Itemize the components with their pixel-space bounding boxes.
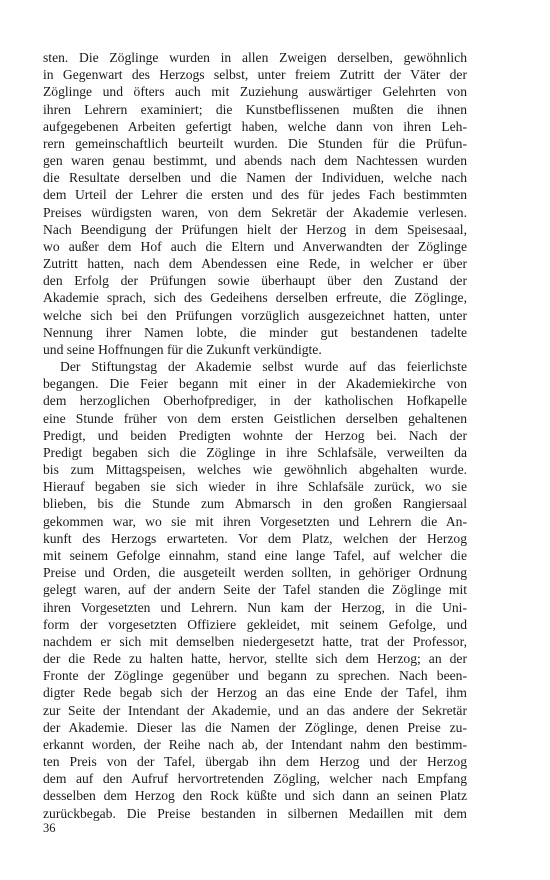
- text-line: zur Seite der Intendant der Akademie, und an das andere der Sekretär: [43, 702, 467, 718]
- text-line: Preise und Orden, die ausgeteilt werden sollten, in gehöriger Ordnung: [43, 565, 467, 581]
- text-line: dem herzoglichen Oberhofprediger, in der katholischen Hofkapelle: [43, 393, 467, 409]
- text-line: die Resultate derselben und die Namen der Individuen, welche nach: [43, 170, 467, 186]
- text-line: gekommen war, wo sie mit ihren Vorgesetzten und Lehrern die An-: [43, 513, 467, 529]
- text-line: rern gemeinschaftlich beurteilt wurden. Die Stunden für die Prüfun-: [43, 135, 467, 151]
- text-line: erkannt worden, der Reihe nach ab, der Intendant nahm den bestimm-: [43, 736, 467, 752]
- text-line: Der Stiftungstag der Akademie selbst wurde auf das feierlichste: [60, 359, 467, 375]
- text-line: und seine Hoffnungen für die Zukunft verkündigte.: [43, 341, 322, 357]
- text-line: ten Preis von der Tafel, übergab ihn dem Herzog und der Herzog: [43, 754, 467, 770]
- text-line: blieben, bis die Stunde zum Abmarsch in den großen Rangiersaal: [43, 496, 467, 512]
- text-line: der Akademie. Dieser las die Namen der Zöglinge, denen Preise zu-: [43, 719, 467, 735]
- text-line: Preises würdigsten waren, von dem Sekretär der Akademie verlesen.: [43, 204, 467, 220]
- text-line: welche sich bei den Prüfungen vorzüglich ausgezeichnet hatten, unter: [43, 307, 467, 323]
- text-line: Fronte der Zöglinge gegenüber und begann zu sprechen. Nach been-: [43, 668, 467, 684]
- text-line: Predigt, und beiden Predigten wohnte der Herzog bei. Nach der: [43, 427, 467, 443]
- text-line: dem auf den Aufruf hervortretenden Zögling, welcher nach Empfang: [43, 771, 467, 787]
- text-line: Zöglinge und öfters auch mit Zuziehung auswärtiger Gelehrten von: [43, 84, 467, 100]
- text-line: mit seinem Gefolge einnahm, stand eine lange Tafel, auf welcher die: [43, 547, 467, 563]
- text-line: nachdem er sich mit demselben niedergesetzt hatte, trat der Professor,: [43, 633, 467, 649]
- text-line: gelegt waren, auf der andern Seite der Tafel standen die Zöglinge mit: [43, 582, 467, 598]
- text-line: digter Rede begab sich der Herzog an das eine Ende der Tafel, ihm: [43, 685, 467, 701]
- page-number: 36: [43, 821, 56, 835]
- text-line: den Erfolg der Prüfungen sowie überhaupt über den Zustand der: [43, 273, 467, 289]
- text-line: aufgegebenen Arbeiten gefertigt haben, welche dann von ihren Leh-: [43, 118, 467, 134]
- text-line: eine Stunde früher von dem ersten Geistlichen derselben gehaltenen: [43, 410, 467, 426]
- text-line: gen waren genau bestimmt, und abends nach dem Nachtessen wurden: [43, 153, 467, 169]
- text-line: Akademie sprach, sich des Gedeihens derselben erfreute, die Zöglinge,: [43, 290, 467, 306]
- text-line: dem Urteil der Lehrer die ersten und des für jedes Fach bestimmten: [43, 187, 467, 203]
- text-line: zurückbegab. Die Preise bestanden in silbernen Medaillen mit dem: [43, 805, 467, 821]
- text-line: ihren Lehrern examiniert; die Kunstbeflissenen mußten die ihnen: [43, 101, 467, 117]
- text-line: begangen. Die Feier begann mit einer in der Akademiekirche von: [43, 376, 467, 392]
- text-line: form der vorgesetzten Offiziere gekleidet, mit seinem Gefolge, und: [43, 616, 467, 632]
- text-line: in Gegenwart des Herzogs selbst, unter freiem Zutritt der Väter der: [43, 67, 467, 83]
- text-line: Nennung ihrer Namen lobte, die minder gut bestandenen tadelte: [43, 324, 467, 340]
- paragraph: [43, 49, 467, 358]
- paragraph: [43, 358, 467, 822]
- text-line: ihren Vorgesetzten und Lehrern. Nun kam der Herzog, in die Uni-: [43, 599, 467, 615]
- text-line: der die Rede zu halten hatte, hervor, stellte sich dem Herzog; an der: [43, 651, 467, 667]
- text-line: bis zum Mittagspeisen, welches wie gewöhnlich abgehalten wurde.: [43, 462, 467, 478]
- text-line: Zutritt hatten, nach dem Abendessen eine Rede, in welcher er über: [43, 256, 467, 272]
- body-text: [43, 49, 467, 822]
- text-line: desselben dem Herzog den Rock küßte und sich dann an seinen Platz: [43, 788, 467, 804]
- text-line: wo außer dem Hof auch die Eltern und Anverwandten der Zöglinge: [43, 238, 467, 254]
- text-line: Predigt begaben sich die Zöglinge in ihre Schlafsäle, verweilten da: [43, 444, 467, 460]
- text-line: Hierauf begaben sie sich wieder in ihre Schlafsäle zurück, wo sie: [43, 479, 467, 495]
- text-line: Nach Beendigung der Prüfungen hielt der Herzog in dem Speisesaal,: [43, 221, 467, 237]
- text-line: kunft des Herzogs erwarteten. Vor dem Platz, welchen der Herzog: [43, 530, 467, 546]
- text-line: sten. Die Zöglinge wurden in allen Zweigen derselben, gewöhnlich: [43, 50, 467, 65]
